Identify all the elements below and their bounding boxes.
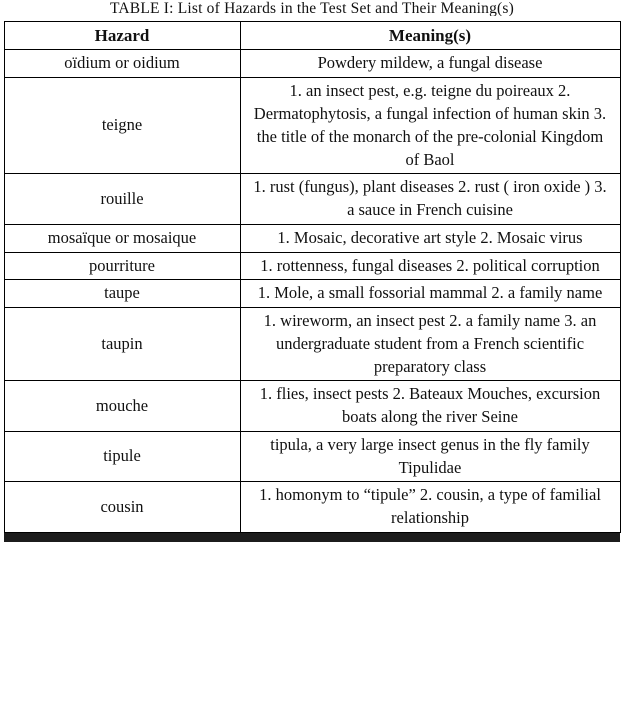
cut-off-next-content-bar — [4, 533, 620, 542]
hazard-cell: taupin — [4, 308, 240, 381]
table-row — [4, 50, 620, 78]
hazard-cell: cousin — [4, 482, 240, 533]
table-caption: TABLE I: List of Hazards in the Test Set and Their Meaning(s) — [109, 0, 515, 16]
hazards-table — [4, 21, 621, 533]
meaning-cell: 1. homonym to “tipule” 2. cousin, a type of familial relationship — [240, 482, 620, 533]
table-row — [4, 482, 620, 533]
meaning-cell: 1. Mosaic, decorative art style 2. Mosaic virus — [240, 224, 620, 252]
hazard-cell: pourriture — [4, 252, 240, 280]
header-row — [4, 22, 620, 50]
hazard-cell: taupe — [4, 280, 240, 308]
meaning-cell: Powdery mildew, a fungal disease — [240, 50, 620, 78]
meaning-cell: 1. wireworm, an insect pest 2. a family name 3. an undergraduate student from a French scientific preparatory class — [240, 308, 620, 381]
meaning-cell: 1. flies, insect pests 2. Bateaux Mouches, excursion boats along the river Seine — [240, 381, 620, 432]
hazard-cell: mosaïque or mosaique — [4, 224, 240, 252]
meaning-cell: 1. rust (fungus), plant diseases 2. rust ( iron oxide ) 3. a sauce in French cuisine — [240, 174, 620, 225]
hazard-cell: teigne — [4, 78, 240, 174]
meaning-cell: 1. an insect pest, e.g. teigne du poireaux 2. Dermatophytosis, a fungal infection of human skin 3. the title of the monarch of the pre-colonial Kingdom of Baol — [240, 78, 620, 174]
hazard-cell: tipule — [4, 431, 240, 482]
meaning-cell: 1. rottenness, fungal diseases 2. political corruption — [240, 252, 620, 280]
table-row — [4, 174, 620, 225]
hazard-cell: oïdium or oidium — [4, 50, 240, 78]
meaning-cell: 1. Mole, a small fossorial mammal 2. a family name — [240, 280, 620, 308]
table-row — [4, 308, 620, 381]
table-row — [4, 224, 620, 252]
table-row — [4, 431, 620, 482]
table-caption-wrap — [0, 0, 624, 16]
table-row — [4, 252, 620, 280]
header-meaning: Meaning(s) — [240, 22, 620, 50]
table-row — [4, 381, 620, 432]
hazard-cell: rouille — [4, 174, 240, 225]
header-hazard: Hazard — [4, 22, 240, 50]
table-row — [4, 280, 620, 308]
hazard-cell: mouche — [4, 381, 240, 432]
table-row — [4, 78, 620, 174]
meaning-cell: tipula, a very large insect genus in the fly family Tipulidae — [240, 431, 620, 482]
